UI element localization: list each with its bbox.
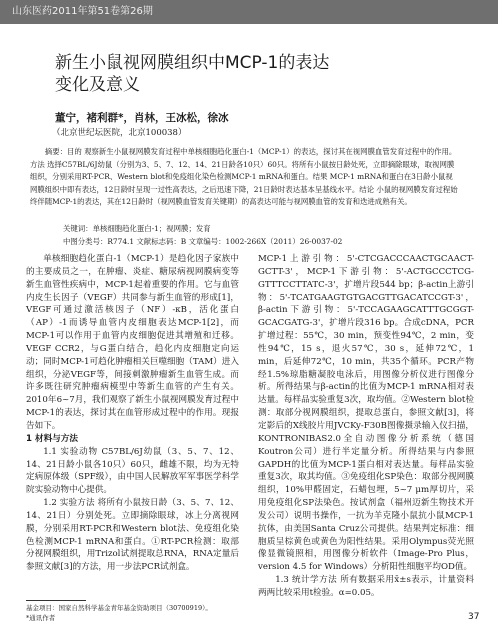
article-title: [55, 52, 329, 96]
fund-note: 基金项目：国家自然科学基金青年基金资助项目（30700919）。: [26, 604, 212, 612]
abstract: [30, 146, 460, 209]
footnote: [26, 603, 212, 623]
footnote-divider: [26, 600, 86, 601]
methods-continued: MCP-1上游引物：5'-CTCGACCCAACTGCAACT-GCTT-3'，MCP-1下游引物：5'-ACTGCCCTCG-GTTTCCTTATC-3'，扩增片段544 bp；β-actin上游引物：5'-TCATGAAGTGTGACGTTGACATCCGT-3'，β-actin下游引物：5'-TCCAGAAGCATTTGCGGT-GCACGATG-3'，扩增片段316 bp。合成cDNA，PCR扩增过程：55℃，30 min，预变性94℃，2 min，变性94℃，15 s，退火57℃，30 s，延伸72℃，1 min，后延伸72℃，10 min，共35个循环。PCR产物经1.5%琼脂糖凝胶电泳后，用图像分析仪进行图像分析。所得结果与β-actin的比值为MCP-1 mRNA相对表达量。每样品实验重复3次，取均值。②Western blot检测：取部分视网膜组织，提取总蛋白，参照文献[3]，将定影后的X线胶片用JVCKy-F30B图像摄录输入仪扫描，KONTRONIBAS2.0全自动图像分析系统（德国Koutron公司）进行半定量分析。所得结果与内参照GAPDH的比值为MCP-1蛋白相对表达量。每样品实验重复3次，取其均值。③免疫组化SP染色：取部分视网膜组织，10%甲醛固定，石蜡包埋，5~7 μm厚切片，采用免疫组化SP法染色。按试剂盒（福州迈新生物技术开发公司）说明书操作，一抗为羊克隆小鼠抗小鼠MCP-1抗体，由美国Santa Cruz公司提供。结果判定标准：细胞质呈棕黄色或黄色为阳性结果。采用Olympus荧光照像显微镜照相，用图像分析软件（Image-Pro Plus，version 4.5 for Windows）分析阳性细胞平均OD值。: [258, 254, 474, 573]
page-number: 37: [468, 612, 480, 622]
section-1-2: 1.2 实验方法 将所有小鼠按日龄（3、5、7、12、14、21日）分别处死。立即摘除眼球，冰上分离视网膜，分别采用RT-PCR和Western blot法、免疫组化染色检测MCP-1 mRNA和蛋白。①RT-PCR检测：取部分视网膜组织，用Trizol试剂提取总RNA，RNA定量后参照文献[3]的方法，用一步法PCR试剂盒。: [26, 498, 239, 573]
classification-line: 中图分类号：R774.1 文献标志码：B 文章编号：1002-266X（2011）26-0037-02: [63, 236, 343, 246]
abstract-text: 摘要：目的 观察新生小鼠视网膜发育过程中单核细胞趋化蛋白-1（MCP-1）的表达，探讨其在视网膜血管发育过程中的作用。方法 选择C57BL/6J幼鼠（分别为3、5、7、12、14、21日龄各10只）60只。将所有小鼠按日龄处死，立即摘除眼球，取视网膜组织，分别采用RT-PCR、Western blot和免疫组化染色检测MCP-1 mRNA和蛋白。结果 MCP-1 mRNA和蛋白在3日龄小鼠视网膜组织中即有表达，12日龄时呈现一过性高表达，之后迅速下降，21日龄时表达基本呈基线水平。结论 小鼠的视网膜发育过程始终伴随MCP-1的表达，其在12日龄时（视网膜血管发育关键期）的高表达可能与视网膜血管的发育和迭进成熟有关。: [30, 147, 458, 207]
section-heading-materials: 1 材料与方法: [26, 433, 78, 444]
corresponding-note: *通讯作者: [26, 614, 56, 622]
keywords: 关键词：单核细胞趋化蛋白-1；视网膜；发育: [63, 224, 211, 233]
right-column: [258, 253, 474, 600]
intro-paragraph: 单核细胞趋化蛋白-1（MCP-1）是趋化因子家族中的主要成员之一，在肿瘤、炎症、糖尿病视网膜病变等新生血管性疾病中，MCP-1起着重要的作用。它与血管内皮生长因子（VEGF）共同参与新生血管的形成[1]，VEGF可通过激活核因子（NF）-κB，活化蛋白（AP）-1而诱导血管内皮细胞表达MCP-1[2]，而MCP-1可以作用于血管内皮细胞促进其增殖和迁移。VEGF CCR2，与G蛋白结合，趋化内皮细胞定向运动；同时MCP-1可趋化肿瘤相关巨噬细胞（TAM）进入组织，分泌VEGF等，间接刺激肿瘤新生血管生成。而许多既往研究肿瘤病模型中等新生血管的产生有关。2010年6~7月，我们观察了新生小鼠视网膜发育过程中MCP-1的表达，探讨其在血管形成过程中的作用。现报告如下。: [26, 254, 239, 431]
title-line-2: 变化及意义: [55, 75, 140, 95]
left-column: [26, 253, 239, 574]
affiliation: （北京世纪坛医院，北京100038）: [52, 128, 187, 138]
journal-header: 山东医药2011年第51卷第26期: [0, 0, 498, 24]
section-1-1: 1.1 实验动物 C57BL/6J幼鼠（3、5、7、12、14、21日龄小鼠各10只）60只，雌雄不限，均为无特定病原体级（SPF级），由中国人民解放军军事医学科学院实验动物中心提供。: [26, 446, 239, 496]
title-line-1: 新生小鼠视网膜组织中MCP-1的表达: [55, 53, 330, 73]
author-list: 董宁，褚利群*，肖林，王冰松，徐冰: [55, 112, 229, 124]
section-1-3: 1.3 统计学方法 所有数据采用x̄±s表示，计量资料两两比较采用t检验。α=0.05。: [258, 575, 474, 598]
keywords-block: [30, 223, 460, 248]
